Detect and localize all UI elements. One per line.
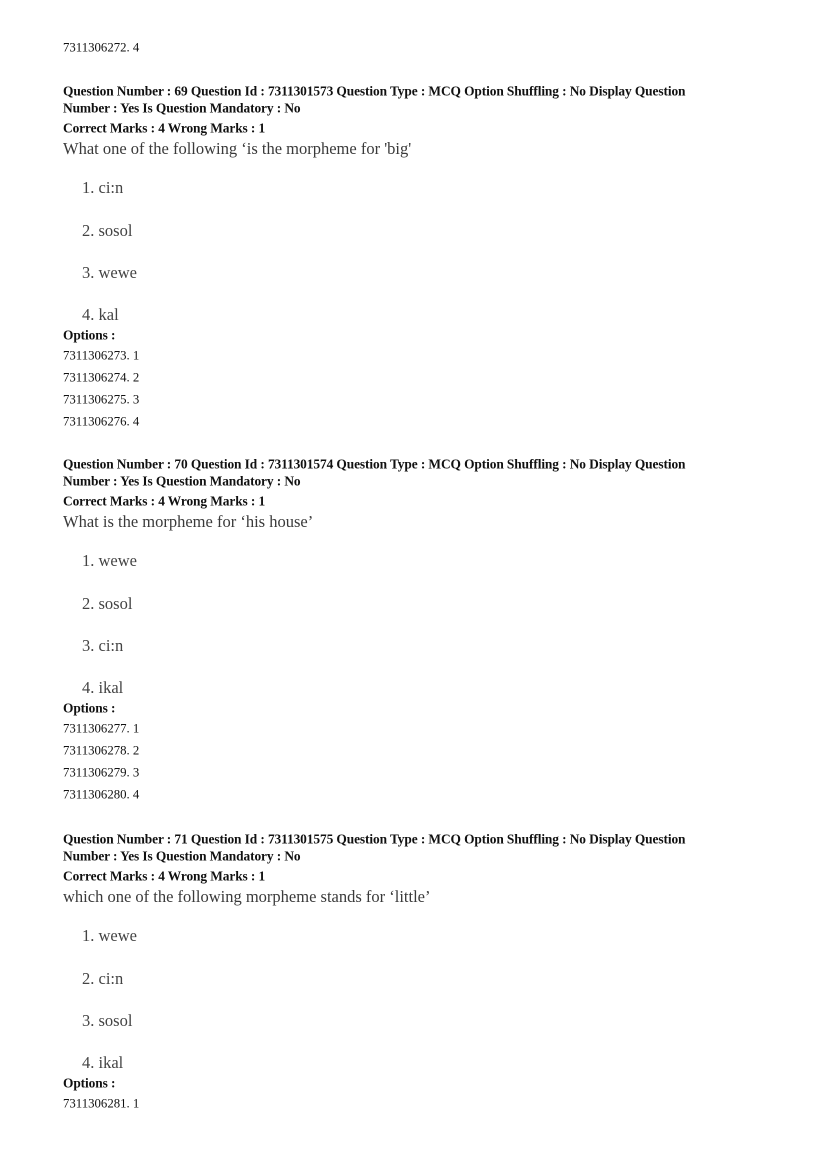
question-header-cont: Number : Yes Is Question Mandatory : No (63, 100, 301, 116)
option-id: 7311306275. 3 (63, 392, 140, 407)
question-header: Question Number : 69 Question Id : 7311301573 Question Type : MCQ Option Shuffling : No Display Question (63, 83, 686, 99)
question-text: What one of the following ‘is the morpheme for 'big' (63, 138, 412, 158)
option-id: 7311306273. 1 (63, 348, 140, 363)
question-header: Question Number : 71 Question Id : 7311301575 Question Type : MCQ Option Shuffling : No Display Question (63, 831, 686, 847)
question-text: which one of the following morpheme stands for ‘little’ (63, 886, 431, 906)
question-header-cont: Number : Yes Is Question Mandatory : No (63, 473, 301, 489)
answer-choice: 2. sosol (82, 220, 133, 240)
option-id: 7311306279. 3 (63, 765, 140, 780)
answer-choice: 3. sosol (82, 1010, 133, 1030)
options-label: Options : (63, 1075, 116, 1091)
option-id: 7311306280. 4 (63, 787, 140, 802)
answer-choice: 3. ci:n (82, 635, 124, 655)
question-marks: Correct Marks : 4 Wrong Marks : 1 (63, 868, 266, 884)
question-marks: Correct Marks : 4 Wrong Marks : 1 (63, 493, 266, 509)
option-id: 7311306274. 2 (63, 370, 140, 385)
answer-choice: 2. sosol (82, 593, 133, 613)
option-id: 7311306281. 1 (63, 1096, 140, 1111)
question-marks: Correct Marks : 4 Wrong Marks : 1 (63, 120, 266, 136)
answer-choice: 2. ci:n (82, 968, 124, 988)
answer-choice: 1. wewe (82, 550, 137, 570)
answer-choice: 4. ikal (82, 677, 124, 697)
option-id: 7311306276. 4 (63, 414, 140, 429)
answer-choice: 3. wewe (82, 262, 137, 282)
answer-choice: 4. ikal (82, 1052, 124, 1072)
option-id: 7311306278. 2 (63, 743, 140, 758)
question-text: What is the morpheme for ‘his house’ (63, 511, 314, 531)
answer-choice: 1. wewe (82, 925, 137, 945)
options-label: Options : (63, 327, 116, 343)
answer-choice: 1. ci:n (82, 177, 124, 197)
question-header: Question Number : 70 Question Id : 7311301574 Question Type : MCQ Option Shuffling : No Display Question (63, 456, 686, 472)
answer-choice: 4. kal (82, 304, 119, 324)
question-header-cont: Number : Yes Is Question Mandatory : No (63, 848, 301, 864)
option-id: 7311306277. 1 (63, 721, 140, 736)
options-label: Options : (63, 700, 116, 716)
previous-option-id: 7311306272. 4 (63, 40, 140, 55)
